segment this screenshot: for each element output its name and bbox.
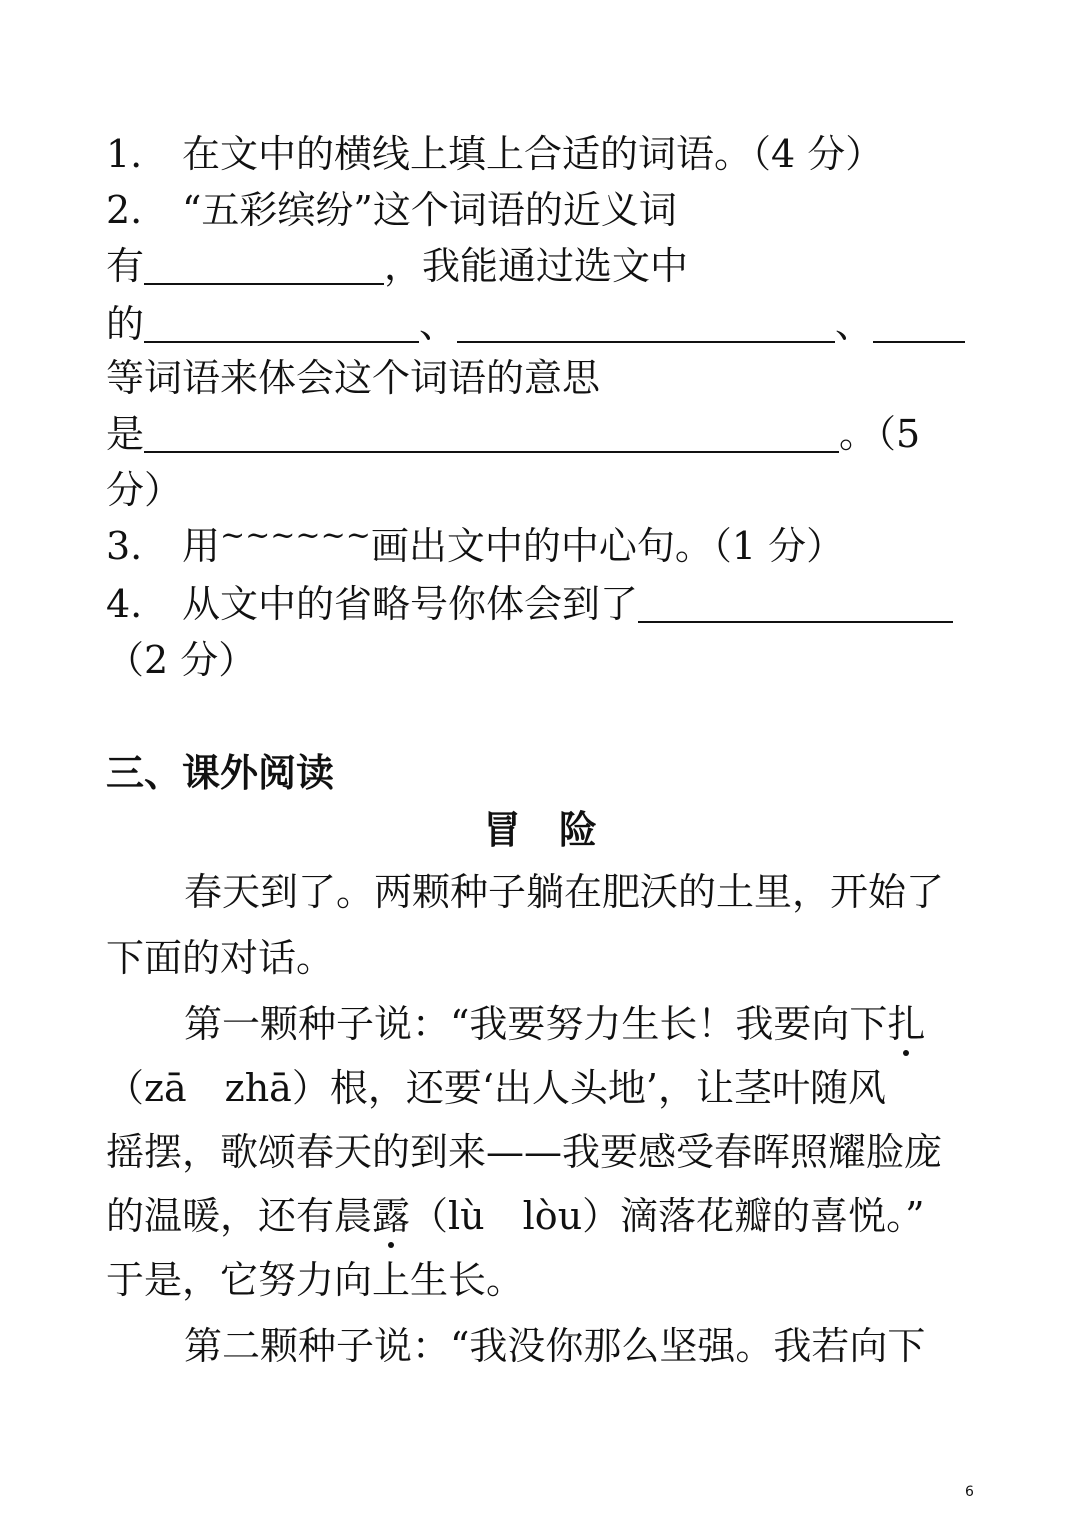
question-2-line-6 xyxy=(106,462,980,518)
question-text: ，我能通过选文中 xyxy=(384,244,689,288)
wavy-underline-mark: ~~~~~~ xyxy=(220,518,371,553)
score-text: （2 分） xyxy=(106,638,257,682)
question-1 xyxy=(106,126,980,182)
separator-mark: 、 xyxy=(419,302,458,346)
question-text: 用 xyxy=(182,524,221,568)
paragraph-line xyxy=(184,996,980,1052)
question-number: 3. xyxy=(106,524,143,568)
question-text: 分） xyxy=(106,468,183,512)
emphasized-character: 扎 xyxy=(887,996,925,1052)
question-2-line-5 xyxy=(106,406,980,462)
passage-title: 冒 险 xyxy=(482,808,597,852)
question-text: 。（5 xyxy=(839,412,921,456)
answer-blank[interactable] xyxy=(457,301,835,343)
question-2-line-3 xyxy=(106,296,980,352)
question-text: 等词语来体会这个词语的意思 xyxy=(106,356,601,400)
answer-blank[interactable] xyxy=(144,301,419,343)
paragraph-line: 春天到了。两颗种子躺在肥沃的土里，开始了 xyxy=(184,870,945,914)
paragraph-line: 下面的对话。 xyxy=(106,936,335,980)
paragraph-line xyxy=(106,1188,980,1244)
question-text: 的 xyxy=(106,302,145,346)
answer-blank[interactable] xyxy=(873,301,965,343)
question-text: 有 xyxy=(106,244,145,288)
question-4 xyxy=(106,576,980,632)
answer-blank[interactable] xyxy=(638,581,953,623)
paragraph-line: 于是，它努力向上生长。 xyxy=(106,1258,525,1302)
paragraph-text: 第一颗种子说：“我要努力生长！我要向下 xyxy=(184,1002,888,1046)
paragraph-line: 第二颗种子说：“我没你那么坚强。我若向下 xyxy=(184,1324,926,1368)
question-text: 画出文中的中心句。（1 分） xyxy=(370,524,845,568)
question-4-score xyxy=(106,632,980,688)
paragraph-line: 摇摆，歌颂春天的到来——我要感受春晖照耀脸庞 xyxy=(106,1130,943,1174)
question-number: 4. xyxy=(106,582,143,626)
section-heading: 三、课外阅读 xyxy=(106,751,335,795)
question-2-line-2 xyxy=(106,238,980,294)
question-text: 是 xyxy=(106,412,145,456)
page-number: 6 xyxy=(965,1484,974,1500)
question-2-line-1 xyxy=(106,182,980,238)
emphasized-character: 露 xyxy=(372,1188,410,1244)
paragraph-text: （lù lòu）滴落花瓣的喜悦。” xyxy=(410,1194,925,1238)
question-number: 2. xyxy=(106,188,143,232)
question-text: “五彩缤纷”这个词语的近义词 xyxy=(182,188,677,232)
separator-mark: 、 xyxy=(835,302,874,346)
question-text: 在文中的横线上填上合适的词语。（4 分） xyxy=(182,132,884,176)
answer-blank[interactable] xyxy=(144,243,384,285)
answer-blank[interactable] xyxy=(144,411,839,453)
question-number: 1. xyxy=(106,132,143,176)
paragraph-text: 的温暖，还有晨 xyxy=(106,1194,373,1238)
question-2-line-4 xyxy=(106,350,980,406)
question-text: 从文中的省略号你体会到了 xyxy=(182,582,639,626)
question-3 xyxy=(106,518,980,578)
paragraph-line: （zā zhā）根，还要‘出人头地’，让茎叶随风 xyxy=(106,1066,886,1110)
